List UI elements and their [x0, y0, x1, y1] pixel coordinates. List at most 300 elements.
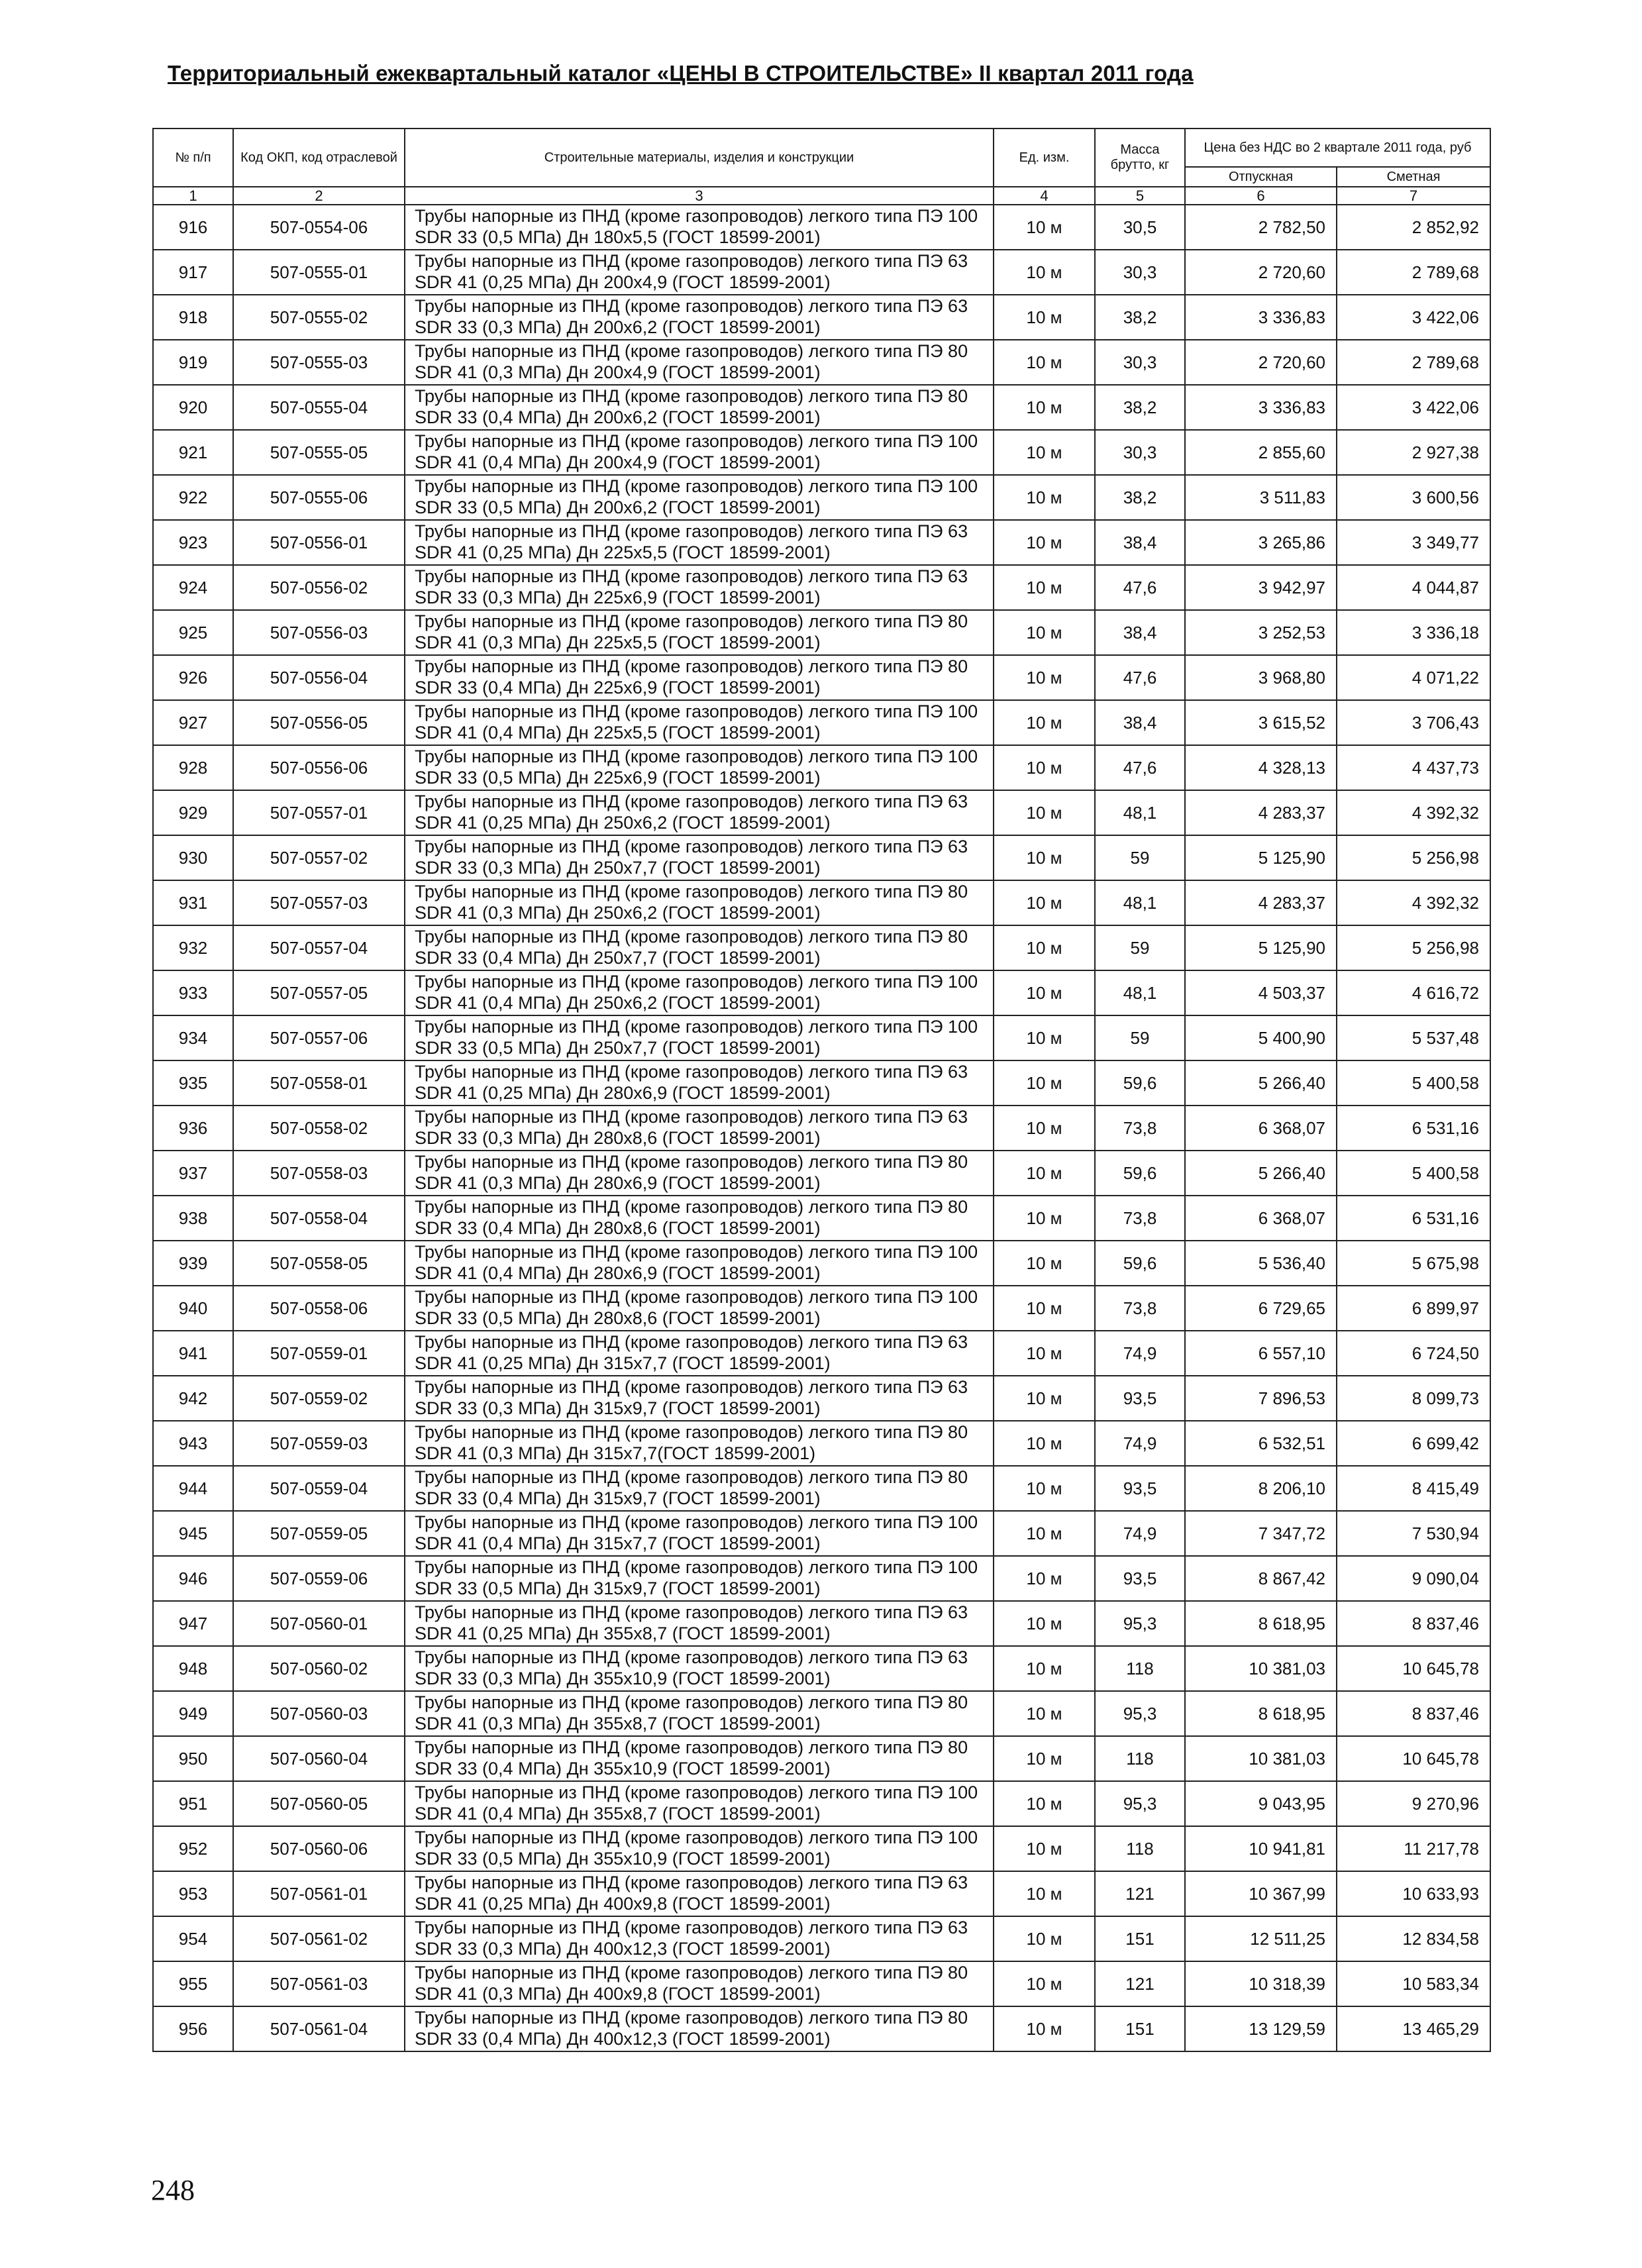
- estimate-price: 4 616,72: [1337, 970, 1490, 1015]
- product-code: 507-0559-04: [233, 1466, 405, 1511]
- gross-mass: 38,4: [1095, 700, 1185, 745]
- row-number: 937: [153, 1151, 233, 1196]
- row-number: 926: [153, 655, 233, 700]
- product-code: 507-0560-04: [233, 1736, 405, 1781]
- table-row: [153, 1691, 1490, 1736]
- estimate-price: 2 789,68: [1337, 340, 1490, 385]
- table-row: [153, 1151, 1490, 1196]
- product-code: 507-0555-05: [233, 430, 405, 475]
- gross-mass: 74,9: [1095, 1421, 1185, 1466]
- unit-of-measure: 10 м: [994, 295, 1095, 340]
- product-code: 507-0555-06: [233, 475, 405, 520]
- material-name: Трубы напорные из ПНД (кроме газопроводов) легкого типа ПЭ 80 SDR 41 (0,3 МПа) Дн 200х4,9 (ГОСТ 18599-2001): [405, 340, 994, 385]
- product-code: 507-0560-03: [233, 1691, 405, 1736]
- product-code: 507-0557-04: [233, 925, 405, 970]
- unit-of-measure: 10 м: [994, 1691, 1095, 1736]
- product-code: 507-0556-06: [233, 745, 405, 790]
- header-num: № п/п: [153, 129, 233, 187]
- product-code: 507-0554-06: [233, 205, 405, 250]
- table-row: [153, 1601, 1490, 1646]
- release-price: 3 252,53: [1185, 610, 1337, 655]
- product-code: 507-0558-03: [233, 1151, 405, 1196]
- row-number: 919: [153, 340, 233, 385]
- estimate-price: 3 349,77: [1337, 520, 1490, 565]
- estimate-price: 4 071,22: [1337, 655, 1490, 700]
- release-price: 5 266,40: [1185, 1060, 1337, 1106]
- column-number: 7: [1337, 187, 1490, 205]
- table-row: [153, 970, 1490, 1015]
- product-code: 507-0556-03: [233, 610, 405, 655]
- row-number: 941: [153, 1331, 233, 1376]
- column-number: 3: [405, 187, 994, 205]
- estimate-price: 12 834,58: [1337, 1916, 1490, 1961]
- table-row: [153, 2006, 1490, 2051]
- estimate-price: 4 392,32: [1337, 790, 1490, 835]
- material-name: Трубы напорные из ПНД (кроме газопроводов) легкого типа ПЭ 63 SDR 41 (0,25 МПа) Дн 250х6,2 (ГОСТ 18599-2001): [405, 790, 994, 835]
- gross-mass: 47,6: [1095, 655, 1185, 700]
- product-code: 507-0559-01: [233, 1331, 405, 1376]
- material-name: Трубы напорные из ПНД (кроме газопроводов) легкого типа ПЭ 100 SDR 33 (0,5 МПа) Дн 315х9,7 (ГОСТ 18599-2001): [405, 1556, 994, 1601]
- gross-mass: 59,6: [1095, 1151, 1185, 1196]
- table-row: [153, 1646, 1490, 1691]
- table-row: [153, 340, 1490, 385]
- material-name: Трубы напорные из ПНД (кроме газопроводов) легкого типа ПЭ 100 SDR 33 (0,5 МПа) Дн 225х6,9 (ГОСТ 18599-2001): [405, 745, 994, 790]
- unit-of-measure: 10 м: [994, 1556, 1095, 1601]
- unit-of-measure: 10 м: [994, 250, 1095, 295]
- unit-of-measure: 10 м: [994, 1286, 1095, 1331]
- gross-mass: 151: [1095, 2006, 1185, 2051]
- material-name: Трубы напорные из ПНД (кроме газопроводов) легкого типа ПЭ 63 SDR 33 (0,3 МПа) Дн 280х8,6 (ГОСТ 18599-2001): [405, 1106, 994, 1151]
- material-name: Трубы напорные из ПНД (кроме газопроводов) легкого типа ПЭ 80 SDR 41 (0,3 МПа) Дн 250х6,2 (ГОСТ 18599-2001): [405, 880, 994, 925]
- product-code: 507-0555-04: [233, 385, 405, 430]
- table-row: [153, 430, 1490, 475]
- release-price: 5 125,90: [1185, 925, 1337, 970]
- unit-of-measure: 10 м: [994, 565, 1095, 610]
- material-name: Трубы напорные из ПНД (кроме газопроводов) легкого типа ПЭ 80 SDR 33 (0,4 МПа) Дн 315х9,7 (ГОСТ 18599-2001): [405, 1466, 994, 1511]
- unit-of-measure: 10 м: [994, 1916, 1095, 1961]
- estimate-price: 6 724,50: [1337, 1331, 1490, 1376]
- gross-mass: 74,9: [1095, 1331, 1185, 1376]
- release-price: 5 266,40: [1185, 1151, 1337, 1196]
- gross-mass: 48,1: [1095, 880, 1185, 925]
- header-estimate: Сметная: [1337, 167, 1490, 187]
- estimate-price: 7 530,94: [1337, 1511, 1490, 1556]
- page-title: Территориальный ежеквартальный каталог «ЦЕНЫ В СТРОИТЕЛЬСТВЕ» II квартал 2011 года: [168, 61, 1194, 85]
- material-name: Трубы напорные из ПНД (кроме газопроводов) легкого типа ПЭ 100 SDR 41 (0,4 МПа) Дн 200х4,9 (ГОСТ 18599-2001): [405, 430, 994, 475]
- row-number: 944: [153, 1466, 233, 1511]
- unit-of-measure: 10 м: [994, 1961, 1095, 2006]
- product-code: 507-0555-03: [233, 340, 405, 385]
- row-number: 952: [153, 1826, 233, 1871]
- gross-mass: 93,5: [1095, 1376, 1185, 1421]
- unit-of-measure: 10 м: [994, 2006, 1095, 2051]
- estimate-price: 3 706,43: [1337, 700, 1490, 745]
- row-number: 956: [153, 2006, 233, 2051]
- table-row: [153, 1781, 1490, 1826]
- estimate-price: 8 837,46: [1337, 1601, 1490, 1646]
- row-number: 954: [153, 1916, 233, 1961]
- material-name: Трубы напорные из ПНД (кроме газопроводов) легкого типа ПЭ 80 SDR 41 (0,3 МПа) Дн 400х9,8 (ГОСТ 18599-2001): [405, 1961, 994, 2006]
- table-row: [153, 385, 1490, 430]
- table-row: [153, 1511, 1490, 1556]
- material-name: Трубы напорные из ПНД (кроме газопроводов) легкого типа ПЭ 80 SDR 33 (0,4 МПа) Дн 355х10,9 (ГОСТ 18599-2001): [405, 1736, 994, 1781]
- table-row: [153, 1376, 1490, 1421]
- unit-of-measure: 10 м: [994, 1241, 1095, 1286]
- unit-of-measure: 10 м: [994, 1196, 1095, 1241]
- row-number: 939: [153, 1241, 233, 1286]
- gross-mass: 118: [1095, 1826, 1185, 1871]
- product-code: 507-0560-06: [233, 1826, 405, 1871]
- release-price: 4 283,37: [1185, 880, 1337, 925]
- product-code: 507-0561-04: [233, 2006, 405, 2051]
- material-name: Трубы напорные из ПНД (кроме газопроводов) легкого типа ПЭ 63 SDR 33 (0,3 МПа) Дн 355х10,9 (ГОСТ 18599-2001): [405, 1646, 994, 1691]
- gross-mass: 59: [1095, 835, 1185, 880]
- estimate-price: 5 675,98: [1337, 1241, 1490, 1286]
- header-release: Отпускная: [1185, 167, 1337, 187]
- release-price: 8 618,95: [1185, 1601, 1337, 1646]
- estimate-price: 6 531,16: [1337, 1196, 1490, 1241]
- material-name: Трубы напорные из ПНД (кроме газопроводов) легкого типа ПЭ 100 SDR 33 (0,5 МПа) Дн 355х10,9 (ГОСТ 18599-2001): [405, 1826, 994, 1871]
- estimate-price: 2 789,68: [1337, 250, 1490, 295]
- release-price: 3 968,80: [1185, 655, 1337, 700]
- product-code: 507-0555-02: [233, 295, 405, 340]
- header-code: Код ОКП, код отраслевой: [233, 129, 405, 187]
- unit-of-measure: 10 м: [994, 1151, 1095, 1196]
- row-number: 951: [153, 1781, 233, 1826]
- column-number: 6: [1185, 187, 1337, 205]
- estimate-price: 10 583,34: [1337, 1961, 1490, 2006]
- product-code: 507-0561-01: [233, 1871, 405, 1916]
- table-row: [153, 835, 1490, 880]
- estimate-price: 4 392,32: [1337, 880, 1490, 925]
- header-price-group: Цена без НДС во 2 квартале 2011 года, руб: [1185, 129, 1490, 167]
- product-code: 507-0556-04: [233, 655, 405, 700]
- table-row: [153, 610, 1490, 655]
- release-price: 13 129,59: [1185, 2006, 1337, 2051]
- table-row: [153, 790, 1490, 835]
- estimate-price: 6 899,97: [1337, 1286, 1490, 1331]
- unit-of-measure: 10 м: [994, 1060, 1095, 1106]
- table-header: [153, 129, 1490, 205]
- estimate-price: 2 927,38: [1337, 430, 1490, 475]
- release-price: 4 328,13: [1185, 745, 1337, 790]
- unit-of-measure: 10 м: [994, 1106, 1095, 1151]
- gross-mass: 47,6: [1095, 565, 1185, 610]
- estimate-price: 5 256,98: [1337, 925, 1490, 970]
- material-name: Трубы напорные из ПНД (кроме газопроводов) легкого типа ПЭ 100 SDR 41 (0,4 МПа) Дн 355х8,7 (ГОСТ 18599-2001): [405, 1781, 994, 1826]
- table-row: [153, 1736, 1490, 1781]
- row-number: 938: [153, 1196, 233, 1241]
- product-code: 507-0561-03: [233, 1961, 405, 2006]
- table-row: [153, 1466, 1490, 1511]
- gross-mass: 118: [1095, 1646, 1185, 1691]
- row-number: 927: [153, 700, 233, 745]
- gross-mass: 59: [1095, 925, 1185, 970]
- gross-mass: 73,8: [1095, 1196, 1185, 1241]
- release-price: 8 867,42: [1185, 1556, 1337, 1601]
- estimate-price: 10 645,78: [1337, 1646, 1490, 1691]
- release-price: 6 557,10: [1185, 1331, 1337, 1376]
- unit-of-measure: 10 м: [994, 745, 1095, 790]
- estimate-price: 9 090,04: [1337, 1556, 1490, 1601]
- unit-of-measure: 10 м: [994, 1466, 1095, 1511]
- column-number-row: [153, 187, 1490, 205]
- material-name: Трубы напорные из ПНД (кроме газопроводов) легкого типа ПЭ 63 SDR 41 (0,25 МПа) Дн 315х7,7 (ГОСТ 18599-2001): [405, 1331, 994, 1376]
- release-price: 2 855,60: [1185, 430, 1337, 475]
- product-code: 507-0557-02: [233, 835, 405, 880]
- material-name: Трубы напорные из ПНД (кроме газопроводов) легкого типа ПЭ 100 SDR 41 (0,4 МПа) Дн 280х6,9 (ГОСТ 18599-2001): [405, 1241, 994, 1286]
- release-price: 8 618,95: [1185, 1691, 1337, 1736]
- material-name: Трубы напорные из ПНД (кроме газопроводов) легкого типа ПЭ 100 SDR 41 (0,4 МПа) Дн 225х5,5 (ГОСТ 18599-2001): [405, 700, 994, 745]
- release-price: 7 896,53: [1185, 1376, 1337, 1421]
- gross-mass: 38,4: [1095, 610, 1185, 655]
- estimate-price: 4 437,73: [1337, 745, 1490, 790]
- table-row: [153, 1871, 1490, 1916]
- gross-mass: 38,2: [1095, 295, 1185, 340]
- gross-mass: 48,1: [1095, 790, 1185, 835]
- table-row: [153, 700, 1490, 745]
- header-name: Строительные материалы, изделия и конструкции: [405, 129, 994, 187]
- product-code: 507-0558-04: [233, 1196, 405, 1241]
- row-number: 946: [153, 1556, 233, 1601]
- column-number: 1: [153, 187, 233, 205]
- release-price: 12 511,25: [1185, 1916, 1337, 1961]
- table-row: [153, 205, 1490, 250]
- unit-of-measure: 10 м: [994, 340, 1095, 385]
- material-name: Трубы напорные из ПНД (кроме газопроводов) легкого типа ПЭ 80 SDR 33 (0,4 МПа) Дн 280х8,6 (ГОСТ 18599-2001): [405, 1196, 994, 1241]
- product-code: 507-0560-02: [233, 1646, 405, 1691]
- release-price: 8 206,10: [1185, 1466, 1337, 1511]
- material-name: Трубы напорные из ПНД (кроме газопроводов) легкого типа ПЭ 80 SDR 33 (0,4 МПа) Дн 225х6,9 (ГОСТ 18599-2001): [405, 655, 994, 700]
- table-row: [153, 1015, 1490, 1060]
- material-name: Трубы напорные из ПНД (кроме газопроводов) легкого типа ПЭ 100 SDR 41 (0,4 МПа) Дн 315х7,7 (ГОСТ 18599-2001): [405, 1511, 994, 1556]
- release-price: 2 720,60: [1185, 250, 1337, 295]
- gross-mass: 38,4: [1095, 520, 1185, 565]
- product-code: 507-0560-01: [233, 1601, 405, 1646]
- product-code: 507-0559-05: [233, 1511, 405, 1556]
- row-number: 942: [153, 1376, 233, 1421]
- table-row: [153, 745, 1490, 790]
- gross-mass: 59,6: [1095, 1241, 1185, 1286]
- row-number: 929: [153, 790, 233, 835]
- material-name: Трубы напорные из ПНД (кроме газопроводов) легкого типа ПЭ 63 SDR 33 (0,3 МПа) Дн 200х6,2 (ГОСТ 18599-2001): [405, 295, 994, 340]
- estimate-price: 10 633,93: [1337, 1871, 1490, 1916]
- release-price: 10 381,03: [1185, 1646, 1337, 1691]
- table-row: [153, 1106, 1490, 1151]
- table-row: [153, 565, 1490, 610]
- header-mass: Масса брутто, кг: [1095, 129, 1185, 187]
- unit-of-measure: 10 м: [994, 430, 1095, 475]
- row-number: 955: [153, 1961, 233, 2006]
- unit-of-measure: 10 м: [994, 1331, 1095, 1376]
- table-row: [153, 520, 1490, 565]
- row-number: 928: [153, 745, 233, 790]
- table-row: [153, 880, 1490, 925]
- material-name: Трубы напорные из ПНД (кроме газопроводов) легкого типа ПЭ 80 SDR 33 (0,4 МПа) Дн 200х6,2 (ГОСТ 18599-2001): [405, 385, 994, 430]
- material-name: Трубы напорные из ПНД (кроме газопроводов) легкого типа ПЭ 100 SDR 33 (0,5 МПа) Дн 180х5,5 (ГОСТ 18599-2001): [405, 205, 994, 250]
- gross-mass: 30,3: [1095, 340, 1185, 385]
- gross-mass: 95,3: [1095, 1691, 1185, 1736]
- material-name: Трубы напорные из ПНД (кроме газопроводов) легкого типа ПЭ 100 SDR 33 (0,5 МПа) Дн 200х6,2 (ГОСТ 18599-2001): [405, 475, 994, 520]
- unit-of-measure: 10 м: [994, 385, 1095, 430]
- release-price: 6 729,65: [1185, 1286, 1337, 1331]
- estimate-price: 4 044,87: [1337, 565, 1490, 610]
- estimate-price: 5 537,48: [1337, 1015, 1490, 1060]
- unit-of-measure: 10 м: [994, 970, 1095, 1015]
- material-name: Трубы напорные из ПНД (кроме газопроводов) легкого типа ПЭ 63 SDR 41 (0,25 МПа) Дн 225х5,5 (ГОСТ 18599-2001): [405, 520, 994, 565]
- price-table: [152, 128, 1491, 2052]
- estimate-price: 3 422,06: [1337, 385, 1490, 430]
- product-code: 507-0561-02: [233, 1916, 405, 1961]
- table-row: [153, 1916, 1490, 1961]
- release-price: 10 381,03: [1185, 1736, 1337, 1781]
- material-name: Трубы напорные из ПНД (кроме газопроводов) легкого типа ПЭ 80 SDR 41 (0,3 МПа) Дн 225х5,5 (ГОСТ 18599-2001): [405, 610, 994, 655]
- row-number: 924: [153, 565, 233, 610]
- row-number: 932: [153, 925, 233, 970]
- row-number: 949: [153, 1691, 233, 1736]
- unit-of-measure: 10 м: [994, 1511, 1095, 1556]
- column-number: 5: [1095, 187, 1185, 205]
- row-number: 936: [153, 1106, 233, 1151]
- material-name: Трубы напорные из ПНД (кроме газопроводов) легкого типа ПЭ 63 SDR 41 (0,25 МПа) Дн 400х9,8 (ГОСТ 18599-2001): [405, 1871, 994, 1916]
- unit-of-measure: 10 м: [994, 1015, 1095, 1060]
- unit-of-measure: 10 м: [994, 205, 1095, 250]
- row-number: 945: [153, 1511, 233, 1556]
- table-row: [153, 655, 1490, 700]
- row-number: 930: [153, 835, 233, 880]
- material-name: Трубы напорные из ПНД (кроме газопроводов) легкого типа ПЭ 63 SDR 33 (0,3 МПа) Дн 315х9,7 (ГОСТ 18599-2001): [405, 1376, 994, 1421]
- release-price: 5 400,90: [1185, 1015, 1337, 1060]
- unit-of-measure: 10 м: [994, 1826, 1095, 1871]
- unit-of-measure: 10 м: [994, 1871, 1095, 1916]
- unit-of-measure: 10 м: [994, 475, 1095, 520]
- product-code: 507-0557-03: [233, 880, 405, 925]
- product-code: 507-0560-05: [233, 1781, 405, 1826]
- unit-of-measure: 10 м: [994, 610, 1095, 655]
- header-unit: Ед. изм.: [994, 129, 1095, 187]
- row-number: 953: [153, 1871, 233, 1916]
- table-row: [153, 1331, 1490, 1376]
- table-row: [153, 295, 1490, 340]
- unit-of-measure: 10 м: [994, 1421, 1095, 1466]
- material-name: Трубы напорные из ПНД (кроме газопроводов) легкого типа ПЭ 80 SDR 41 (0,3 МПа) Дн 355х8,7 (ГОСТ 18599-2001): [405, 1691, 994, 1736]
- table-row: [153, 1286, 1490, 1331]
- material-name: Трубы напорные из ПНД (кроме газопроводов) легкого типа ПЭ 63 SDR 33 (0,3 МПа) Дн 225х6,9 (ГОСТ 18599-2001): [405, 565, 994, 610]
- gross-mass: 118: [1095, 1736, 1185, 1781]
- release-price: 3 336,83: [1185, 385, 1337, 430]
- product-code: 507-0558-01: [233, 1060, 405, 1106]
- unit-of-measure: 10 м: [994, 1781, 1095, 1826]
- estimate-price: 3 600,56: [1337, 475, 1490, 520]
- release-price: 3 336,83: [1185, 295, 1337, 340]
- estimate-price: 8 415,49: [1337, 1466, 1490, 1511]
- row-number: 917: [153, 250, 233, 295]
- estimate-price: 6 699,42: [1337, 1421, 1490, 1466]
- unit-of-measure: 10 м: [994, 1376, 1095, 1421]
- row-number: 920: [153, 385, 233, 430]
- product-code: 507-0558-05: [233, 1241, 405, 1286]
- unit-of-measure: 10 м: [994, 700, 1095, 745]
- estimate-price: 6 531,16: [1337, 1106, 1490, 1151]
- row-number: 940: [153, 1286, 233, 1331]
- release-price: 2 782,50: [1185, 205, 1337, 250]
- release-price: 3 615,52: [1185, 700, 1337, 745]
- release-price: 6 368,07: [1185, 1196, 1337, 1241]
- material-name: Трубы напорные из ПНД (кроме газопроводов) легкого типа ПЭ 80 SDR 33 (0,4 МПа) Дн 400х12,3 (ГОСТ 18599-2001): [405, 2006, 994, 2051]
- release-price: 4 283,37: [1185, 790, 1337, 835]
- gross-mass: 30,5: [1095, 205, 1185, 250]
- row-number: 934: [153, 1015, 233, 1060]
- product-code: 507-0556-01: [233, 520, 405, 565]
- unit-of-measure: 10 м: [994, 1736, 1095, 1781]
- estimate-price: 5 400,58: [1337, 1151, 1490, 1196]
- release-price: 5 125,90: [1185, 835, 1337, 880]
- row-number: 947: [153, 1601, 233, 1646]
- material-name: Трубы напорные из ПНД (кроме газопроводов) легкого типа ПЭ 80 SDR 33 (0,4 МПа) Дн 250х7,7 (ГОСТ 18599-2001): [405, 925, 994, 970]
- row-number: 923: [153, 520, 233, 565]
- unit-of-measure: 10 м: [994, 835, 1095, 880]
- gross-mass: 30,3: [1095, 430, 1185, 475]
- column-number: 2: [233, 187, 405, 205]
- gross-mass: 95,3: [1095, 1781, 1185, 1826]
- material-name: Трубы напорные из ПНД (кроме газопроводов) легкого типа ПЭ 80 SDR 41 (0,3 МПа) Дн 280х6,9 (ГОСТ 18599-2001): [405, 1151, 994, 1196]
- estimate-price: 3 422,06: [1337, 295, 1490, 340]
- material-name: Трубы напорные из ПНД (кроме газопроводов) легкого типа ПЭ 63 SDR 41 (0,25 МПа) Дн 200х4,9 (ГОСТ 18599-2001): [405, 250, 994, 295]
- product-code: 507-0556-05: [233, 700, 405, 745]
- product-code: 507-0555-01: [233, 250, 405, 295]
- row-number: 935: [153, 1060, 233, 1106]
- gross-mass: 59,6: [1095, 1060, 1185, 1106]
- table-row: [153, 1421, 1490, 1466]
- product-code: 507-0559-02: [233, 1376, 405, 1421]
- gross-mass: 59: [1095, 1015, 1185, 1060]
- material-name: Трубы напорные из ПНД (кроме газопроводов) легкого типа ПЭ 63 SDR 41 (0,25 МПа) Дн 355х8,7 (ГОСТ 18599-2001): [405, 1601, 994, 1646]
- release-price: 4 503,37: [1185, 970, 1337, 1015]
- product-code: 507-0556-02: [233, 565, 405, 610]
- table-row: [153, 1241, 1490, 1286]
- material-name: Трубы напорные из ПНД (кроме газопроводов) легкого типа ПЭ 100 SDR 33 (0,5 МПа) Дн 280х8,6 (ГОСТ 18599-2001): [405, 1286, 994, 1331]
- row-number: 918: [153, 295, 233, 340]
- material-name: Трубы напорные из ПНД (кроме газопроводов) легкого типа ПЭ 80 SDR 41 (0,3 МПа) Дн 315х7,7(ГОСТ 18599-2001): [405, 1421, 994, 1466]
- release-price: 9 043,95: [1185, 1781, 1337, 1826]
- gross-mass: 48,1: [1095, 970, 1185, 1015]
- row-number: 931: [153, 880, 233, 925]
- material-name: Трубы напорные из ПНД (кроме газопроводов) легкого типа ПЭ 100 SDR 41 (0,4 МПа) Дн 250х6,2 (ГОСТ 18599-2001): [405, 970, 994, 1015]
- release-price: 10 318,39: [1185, 1961, 1337, 2006]
- material-name: Трубы напорные из ПНД (кроме газопроводов) легкого типа ПЭ 100 SDR 33 (0,5 МПа) Дн 250х7,7 (ГОСТ 18599-2001): [405, 1015, 994, 1060]
- unit-of-measure: 10 м: [994, 880, 1095, 925]
- release-price: 5 536,40: [1185, 1241, 1337, 1286]
- table-row: [153, 1961, 1490, 2006]
- gross-mass: 30,3: [1095, 250, 1185, 295]
- material-name: Трубы напорные из ПНД (кроме газопроводов) легкого типа ПЭ 63 SDR 33 (0,3 МПа) Дн 250х7,7 (ГОСТ 18599-2001): [405, 835, 994, 880]
- gross-mass: 121: [1095, 1871, 1185, 1916]
- release-price: 6 532,51: [1185, 1421, 1337, 1466]
- unit-of-measure: 10 м: [994, 1646, 1095, 1691]
- row-number: 950: [153, 1736, 233, 1781]
- table-body: [153, 205, 1490, 2051]
- material-name: Трубы напорные из ПНД (кроме газопроводов) легкого типа ПЭ 63 SDR 33 (0,3 МПа) Дн 400х12,3 (ГОСТ 18599-2001): [405, 1916, 994, 1961]
- unit-of-measure: 10 м: [994, 1601, 1095, 1646]
- gross-mass: 93,5: [1095, 1556, 1185, 1601]
- product-code: 507-0559-06: [233, 1556, 405, 1601]
- estimate-price: 9 270,96: [1337, 1781, 1490, 1826]
- estimate-price: 11 217,78: [1337, 1826, 1490, 1871]
- row-number: 933: [153, 970, 233, 1015]
- product-code: 507-0558-06: [233, 1286, 405, 1331]
- table-row: [153, 475, 1490, 520]
- unit-of-measure: 10 м: [994, 790, 1095, 835]
